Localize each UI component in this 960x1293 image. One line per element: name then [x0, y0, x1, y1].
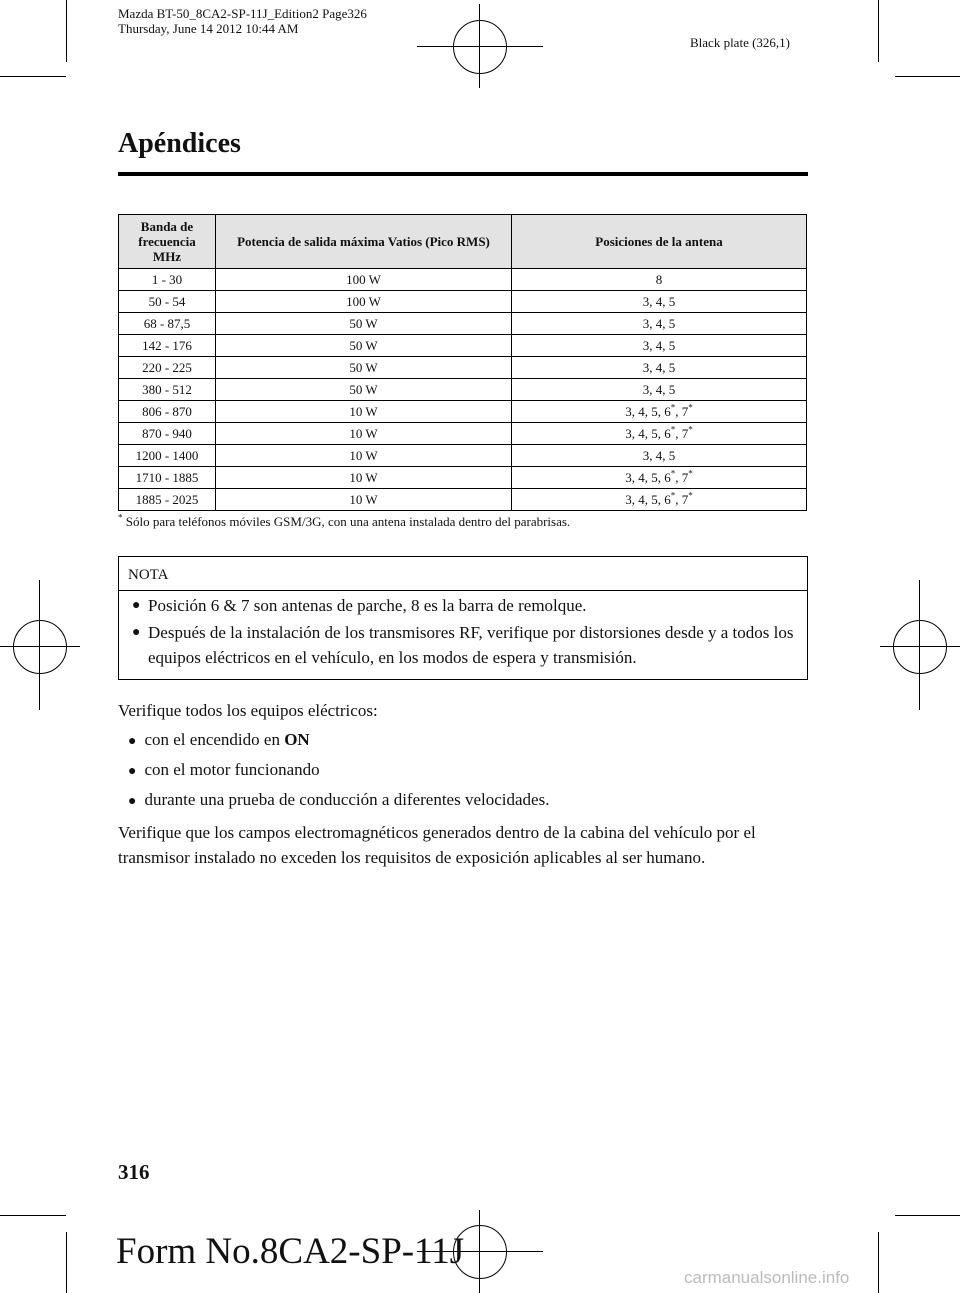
table-body: [119, 269, 807, 511]
verify-intro: Verifique todos los equipos eléctricos:: [118, 701, 378, 720]
table-row: [119, 489, 807, 511]
note-item-text: Después de la instalación de los transmisores RF, verifique por distorsiones desde y a todos los equipos eléctricos en el vehículo, en los modos de espera y transmisión.: [148, 623, 794, 667]
crop-mark: [0, 646, 80, 647]
print-info: [118, 6, 367, 36]
power-cell: 50 W: [216, 313, 512, 335]
power-cell: 50 W: [216, 357, 512, 379]
registration-mark-top: [453, 20, 507, 74]
verify-bullet: [128, 787, 549, 814]
verify-bullet-text: con el motor funcionando: [144, 760, 320, 779]
power-cell: 100 W: [216, 291, 512, 313]
crop-mark: [880, 646, 960, 647]
power-cell: 100 W: [216, 269, 512, 291]
bullet-icon: ●: [132, 625, 141, 640]
bullet-icon: ●: [132, 598, 141, 613]
crop-mark: [417, 46, 543, 47]
crop-mark: [0, 1215, 66, 1216]
antenna-cell: 3, 4, 5: [512, 313, 807, 335]
power-cell: 10 W: [216, 467, 512, 489]
header-frequency-band: Banda de frecuencia MHz: [119, 215, 216, 269]
print-date-line: Thursday, June 14 2012 10:44 AM: [118, 21, 299, 36]
crop-mark: [878, 1232, 879, 1293]
table-row: [119, 269, 807, 291]
table-row: [119, 467, 807, 489]
closing-paragraph: Verifique que los campos electromagnéticos generados dentro de la cabina del vehículo por el transmisor instalado no exceden los requisitos de exposición aplicables al ser humano.: [118, 823, 756, 867]
title-rule: [118, 172, 808, 176]
antenna-cell: 8: [512, 269, 807, 291]
frequency-cell: 50 - 54: [119, 291, 216, 313]
frequency-table: [118, 214, 807, 511]
crop-mark: [895, 1215, 960, 1216]
table-row: [119, 313, 807, 335]
table-row: [119, 445, 807, 467]
crop-mark: [878, 0, 879, 62]
antenna-cell: 3, 4, 5: [512, 445, 807, 467]
crop-mark: [895, 76, 960, 77]
table-row: [119, 291, 807, 313]
footnote: [118, 514, 570, 530]
antenna-cell: 3, 4, 5: [512, 357, 807, 379]
note-item-text: Posición 6 & 7 son antenas de parche, 8 es la barra de remolque.: [148, 596, 587, 615]
crop-mark: [66, 0, 67, 62]
table-row: [119, 357, 807, 379]
note-title: NOTA: [119, 557, 807, 591]
antenna-cell: 3, 4, 5, 6*, 7*: [512, 467, 807, 489]
crop-mark: [66, 1232, 67, 1293]
table-row: [119, 379, 807, 401]
power-cell: 10 W: [216, 445, 512, 467]
table-header-row: [119, 215, 807, 269]
header-antenna-positions: Posiciones de la antena: [512, 215, 807, 269]
verify-bullet-bold: ON: [284, 730, 310, 749]
antenna-cell: 3, 4, 5: [512, 379, 807, 401]
bullet-icon: ●: [128, 794, 137, 809]
frequency-cell: 1 - 30: [119, 269, 216, 291]
power-cell: 10 W: [216, 489, 512, 511]
footnote-mark: *: [670, 402, 676, 413]
page-number: 316: [118, 1160, 150, 1184]
frequency-cell: 1200 - 1400: [119, 445, 216, 467]
frequency-cell: 1710 - 1885: [119, 467, 216, 489]
footnote-mark: *: [688, 402, 693, 413]
footnote-mark: *: [670, 468, 676, 479]
print-file-line: Mazda BT-50_8CA2-SP-11J_Edition2 Page326: [118, 6, 367, 21]
footnote-mark: *: [670, 424, 676, 435]
watermark: carmanualsonline.info: [684, 1268, 850, 1287]
verify-bullet: [128, 757, 320, 784]
crop-mark: [39, 580, 40, 710]
note-item: [119, 593, 807, 618]
footnote-mark: *: [688, 468, 693, 479]
registration-mark-right: [893, 620, 947, 674]
antenna-cell: 3, 4, 5, 6*, 7*: [512, 423, 807, 445]
power-cell: 50 W: [216, 335, 512, 357]
section-title: Apéndices: [118, 128, 241, 159]
table-row: [119, 401, 807, 423]
crop-mark: [0, 76, 66, 77]
bullet-icon: ●: [128, 764, 137, 779]
power-cell: 50 W: [216, 379, 512, 401]
footnote-mark: *: [688, 424, 693, 435]
power-cell: 10 W: [216, 423, 512, 445]
header-max-power: Potencia de salida máxima Vatios (Pico RMS): [216, 215, 512, 269]
antenna-cell: 3, 4, 5: [512, 335, 807, 357]
verify-bullet: [128, 727, 310, 754]
footnote-mark: *: [670, 490, 676, 501]
note-item: [119, 620, 807, 670]
footnote-mark: *: [688, 490, 693, 501]
frequency-cell: 68 - 87,5: [119, 313, 216, 335]
verify-bullet-text: con el encendido en: [144, 730, 285, 749]
form-number: Form No.8CA2-SP-11J: [116, 1231, 465, 1272]
antenna-cell: 3, 4, 5, 6*, 7*: [512, 401, 807, 423]
antenna-cell: 3, 4, 5: [512, 291, 807, 313]
frequency-cell: 806 - 870: [119, 401, 216, 423]
crop-mark: [919, 580, 920, 710]
footnote-text: Sólo para teléfonos móviles GSM/3G, con una antena instalada dentro del parabrisas.: [125, 514, 571, 529]
note-box: [118, 556, 808, 680]
frequency-cell: 870 - 940: [119, 423, 216, 445]
antenna-cell: 3, 4, 5, 6*, 7*: [512, 489, 807, 511]
frequency-cell: 1885 - 2025: [119, 489, 216, 511]
frequency-cell: 142 - 176: [119, 335, 216, 357]
table-row: [119, 423, 807, 445]
frequency-cell: 220 - 225: [119, 357, 216, 379]
frequency-cell: 380 - 512: [119, 379, 216, 401]
verify-bullet-text: durante una prueba de conducción a diferentes velocidades.: [144, 790, 550, 809]
footnote-mark: *: [118, 512, 123, 523]
plate-label: Black plate (326,1): [690, 35, 790, 50]
table-row: [119, 335, 807, 357]
power-cell: 10 W: [216, 401, 512, 423]
registration-mark-left: [13, 620, 67, 674]
bullet-icon: ●: [128, 734, 137, 749]
